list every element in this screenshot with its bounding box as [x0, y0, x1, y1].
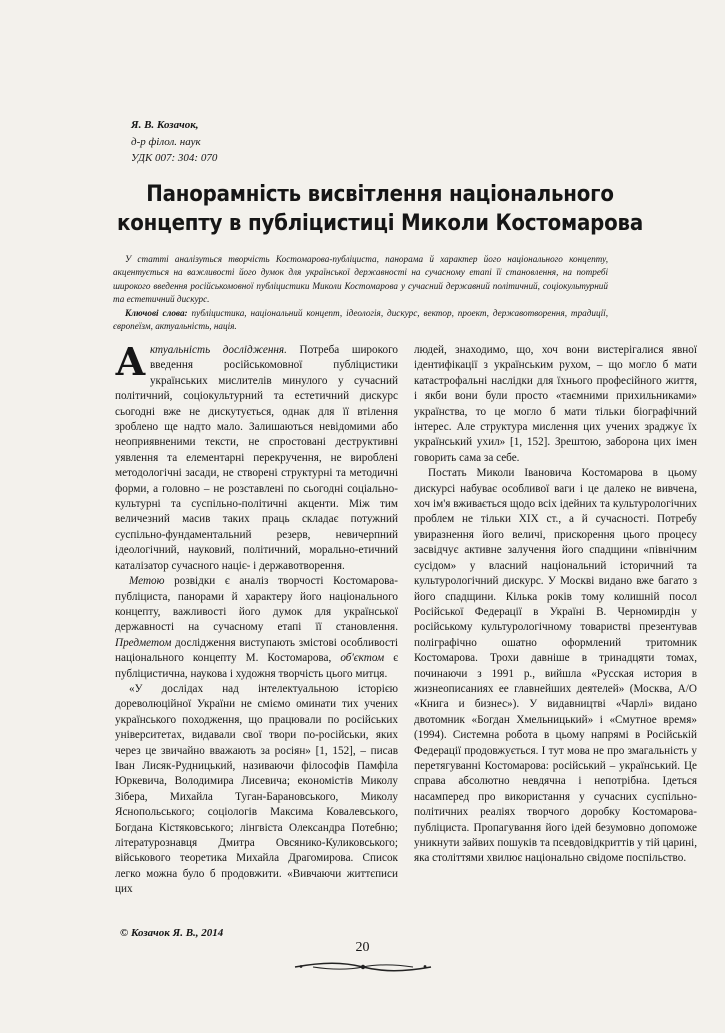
title-line-1: Панорамність висвітлення національного — [146, 182, 614, 207]
kostomarov-paragraph: Постать Миколи Івановича Костомарова в цьому дискурсі набуває особливої ваги і це далеко не вивчена, хоч ім'я вживається щодо всіх ідейних та культурологічних проблем не тільки XIX ст., а й сучасності. Потребу увиразнення його величі, прискорення цього процесу засвідчує активне залучення його спадщини «північним сусідом» у власний національний історичний та культурологічний дискурс. У Москві видано вже багато з його спадщини. Кілька років тому колишній посол Російської Федерації в Україні В. Черномирдін у російському культурологічному товаристві презентував поліграфічно ошатно оформлений тритомник Костомарова. Трохи давніше в тринадцяти томах, починаючи з 1991 р., вийшла «Русская история в жизнеописаниях ее главнейших деятелей» (Москва, А/О «Книга и бизнес»). У видавництві «Чарлі» видано двотомник «Богдан Хмельницький» і «Смутное время» (1994). Системна робота в цьому напрямі в Російській Федерації продовжується. І тут мова не про змагальність у перетягуванні Костомарова: російський – український. Це справа абсолютно невдячна і непотрібна. Ідеться насамперед про використання у сучасних суспільно-політичних реаліях творчого доробку Костомарова-публіциста. Пропагування його ідей безумовно допоможе уникнути зайвих пошуків та псевдовідкриттів у тій царині, яка століттями хвилює національно свідоме поспільство. — [414, 467, 697, 865]
author-degree: д-р філол. наук — [131, 135, 201, 148]
intro-text: Потреба широкого введення російськомовної публіцистики українських мислителів минулого у сучасний політичний, соціокультурний та естетичний дискурс сьогодні вже не дискутується, однак для її втілення зроблено ще надто мало. Залишаються невідомими або неоприявненими тексти, не спростовані деструктивні уявлення та елементарні перекручення, не вироблені методологічні засади, не створені структурні та методичні форми, а головно – не розставлені по сьогодні соціально-культурні та суспільно-політичні акценти. Між тим величезний масив таких праць складає потужний суспільно-фундаментальний резерв, невичерпний ідеологічний, науковий, політичний, морально-етичний каталізатор сучасного націє- і державотворення. — [115, 344, 398, 572]
decorative-ornament-icon — [293, 960, 433, 974]
page-number: 20 — [355, 940, 370, 955]
abstract: У статті аналізуться творчість Костомарова-публіциста, панорама й характер його національного концепту, акцентується на важливості його думок для української державності на сучасному етапі її становлення, на потребі широкого введення російськомовної публіцистики Миколи Костомарова у сучасний державний політичний, соціокультурний та естетичний дискурс. — [113, 254, 608, 305]
udk-code: УДК 007: 304: 070 — [131, 152, 218, 164]
continuation-paragraph: людей, знаходимо, що, хоч вони вистерігалися явної ідентифікації з українським рухом, – що могло б мати катастрофальні наслідки для їхнього професійного життя, і якби вони були просто «таємними прихильниками» українства, то це могло б мати тільки біографічний інтерес. Але структура мислення цих учених зраджує їх український ухил» [1, 152]. Зрештою, заборона цих імен говорить сама за себе. — [414, 344, 697, 464]
intro-paragraph — [115, 339, 398, 574]
right-column — [414, 343, 697, 867]
title-line-2: концепту в публіцистиці Миколи Костомарова — [116, 211, 643, 236]
left-column — [115, 339, 398, 898]
author-block — [131, 117, 217, 167]
aim-paragraph — [115, 574, 398, 682]
keywords — [113, 307, 608, 334]
quote-paragraph: «У дослідах над інтелектуальною історією дореволюційної України не сміємо оминати тих учених українського походження, що працювали по російських університетах, видавали свої твори по-російськи, яких через це звичайно вважають за росіян» [1, 152], – писав Іван Лисяк-Рудницький, називаючи філософів Памфіла Юркевича, Володимира Лисевича; економістів Миколу Зібера, Михайла Туган-Барановського, Миколу Яснопольського; соціологів Максима Ковалевського, Богдана Кістяковського; лінгвіста Олександра Потебню; літературознавця Дмитра Овсянико-Куликовського; військового теоретика Михайла Драгомирова. Список легко можна було б продовжити. «Вивчаючи життєписи цих — [115, 682, 398, 896]
article-title — [100, 180, 660, 238]
aim-text-1: розвідки є аналіз творчості Костомарова-публіциста, панорами й характеру його національного концепту, важливості його думок для української державності на сучасному етапі її становлення. — [115, 575, 398, 634]
keywords-text: публіцистика, національний концепт, ідеологія, дискурс, вектор, проект, державотворення, традиції, європеїзм, актуальність, нація. — [113, 308, 608, 332]
subject-italic: Предметом — [115, 636, 172, 649]
drop-cap: А — [115, 339, 146, 384]
object-italic: об'єктом — [340, 652, 385, 665]
intro-italic-lead: ктуальність дослідження. — [149, 344, 287, 356]
copyright-notice: © Козачок Я. В., 2014 — [120, 927, 224, 939]
keywords-label: Ключові слова: — [125, 308, 188, 318]
author-name: Я. В. Козачок, — [131, 119, 199, 131]
aim-text-3: є публіцистична, наукова і художня творчість цього митця. — [115, 652, 398, 680]
aim-text-2: дослідження виступають змістові особливості національного концепту М. Костомарова, — [115, 636, 398, 665]
aim-italic: Метою — [129, 575, 165, 588]
